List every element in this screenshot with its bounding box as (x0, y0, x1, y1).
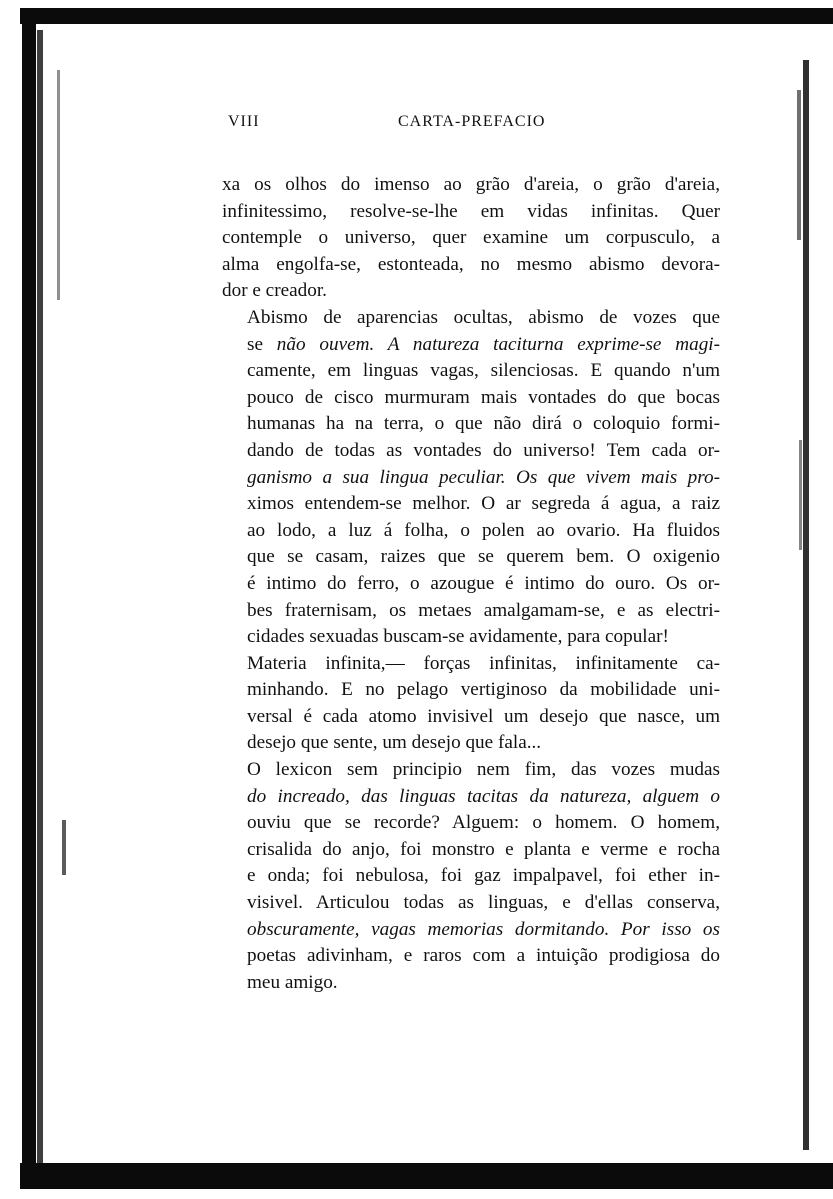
scan-border-right (803, 60, 809, 1150)
text-line (222, 518, 720, 545)
text-run: Materia infinita,— forças infinitas, infinitamente ca- (247, 652, 720, 674)
text-line (222, 332, 720, 359)
text-line (222, 252, 720, 279)
text-line (222, 677, 720, 704)
text-run: ao lodo, a luz á folha, o polen ao ovario. Ha fluidos (247, 519, 720, 541)
text-line (222, 943, 720, 970)
text-line (222, 411, 720, 438)
text-line (222, 571, 720, 598)
paragraph (222, 757, 720, 996)
text-line (222, 730, 720, 757)
page-number: VIII (228, 113, 260, 130)
italic-text: não ouvem. A natureza taciturna exprime-se magi- (276, 333, 721, 355)
text-run: meu amigo. (247, 971, 338, 993)
text-line (222, 651, 720, 678)
scan-artifact (57, 70, 60, 300)
text-line (222, 199, 720, 226)
text-line (222, 917, 720, 944)
scan-artifact (799, 440, 802, 550)
text-line (222, 385, 720, 412)
text-run: infinitessimo, resolve-se-lhe em vidas infinitas. Quer (222, 200, 720, 222)
text-run: camente, em linguas vagas, silenciosas. E quando n'um (247, 360, 720, 382)
italic-text: obscuramente, vagas memorias dormitando. Por isso os (247, 918, 720, 940)
text-run: contemple o universo, quer examine um corpusculo, a (222, 227, 720, 249)
text-line (222, 465, 720, 492)
text-run: dando de todas as vontades do universo! Tem cada or- (247, 439, 720, 461)
text-run: crisalida do anjo, foi monstro e planta e verme e rocha (247, 838, 720, 860)
text-line (222, 757, 720, 784)
text-line (222, 172, 720, 199)
paragraph (222, 651, 720, 757)
scan-border-bottom (20, 1163, 833, 1189)
text-line (222, 305, 720, 332)
text-run: pouco de cisco murmuram mais vontades do que bocas (247, 386, 720, 408)
text-run: poetas adivinham, e raros com a intuição prodigiosa do (247, 945, 720, 967)
text-run: dor e creador. (222, 280, 327, 302)
body-text (222, 172, 720, 996)
running-title: CARTA-PREFACIO (398, 113, 546, 130)
text-run: cidades sexuadas buscam-se avidamente, para copular! (247, 626, 669, 648)
text-run: bes fraternisam, os metaes amalgamam-se, e as electri- (247, 599, 720, 621)
paragraph (222, 305, 720, 651)
text-line (222, 970, 720, 997)
text-run: visivel. Articulou todas as linguas, e d'ellas conserva, (247, 892, 720, 914)
italic-text: do increado, das linguas tacitas da natureza, alguem o (247, 785, 720, 807)
text-run: e onda; foi nebulosa, foi gaz impalpavel, foi ether in- (247, 865, 720, 887)
text-line (222, 624, 720, 651)
scan-artifact (62, 820, 66, 875)
text-run: O lexicon sem principio nem fim, das vozes mudas (247, 759, 720, 781)
text-line (222, 598, 720, 625)
text-run: xa os olhos do imenso ao grão d'areia, o grão d'areia, (222, 174, 720, 195)
text-run: que se casam, raizes que se querem bem. O oxigenio (247, 546, 720, 568)
text-run: minhando. E no pelago vertiginoso da mobilidade uni- (247, 679, 720, 701)
scan-border-left-shadow (37, 30, 43, 1180)
text-run: versal é cada atomo invisivel um desejo que nasce, um (247, 705, 720, 727)
text-line (222, 278, 720, 305)
text-run: alma engolfa-se, estonteada, no mesmo abismo devora- (222, 253, 720, 275)
text-line (222, 491, 720, 518)
text-line (222, 225, 720, 252)
text-run: ouviu que se recorde? Alguem: o homem. O homem, (247, 812, 720, 834)
paragraph (222, 172, 720, 305)
text-run: ximos entendem-se melhor. O ar segreda á agua, a raiz (247, 493, 720, 515)
text-line (222, 438, 720, 465)
text-run: Abismo de aparencias ocultas, abismo de vozes que (247, 306, 720, 328)
text-line (222, 784, 720, 811)
text-run: desejo que sente, um desejo que fala... (247, 732, 542, 754)
page-header (0, 113, 833, 137)
italic-text: ganismo a sua lingua peculiar. Os que vivem mais pro- (247, 466, 720, 488)
text-line (222, 810, 720, 837)
scan-border-left (22, 8, 36, 1184)
text-line (222, 863, 720, 890)
text-line (222, 358, 720, 385)
text-run: humanas ha na terra, o que não dirá o coloquio formi- (247, 413, 720, 435)
text-line (222, 890, 720, 917)
scan-border-top (20, 8, 833, 24)
text-line (222, 704, 720, 731)
text-line (222, 837, 720, 864)
text-run: é intimo do ferro, o azougue é intimo do ouro. Os or- (247, 572, 720, 594)
text-run: se (247, 333, 277, 355)
text-line (222, 544, 720, 571)
